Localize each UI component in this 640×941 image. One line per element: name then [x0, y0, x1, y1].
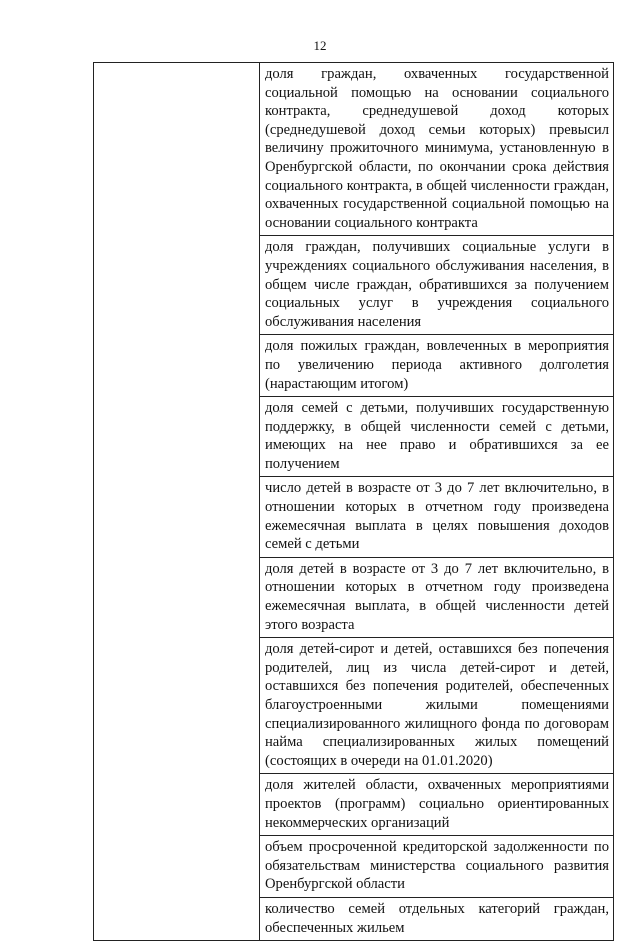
table-row [94, 63, 614, 236]
indicator-cell: количество семей отдельных категорий граждан, обеспеченных жильем [260, 897, 614, 940]
indicator-table [93, 62, 614, 941]
indicator-cell: доля граждан, получивших социальные услуги в учреждениях социального обслуживания населения, в общем числе граждан, обратившихся за получением социальных услуг в учреждения социального обслуживания населения [260, 236, 614, 335]
indicator-cell: доля жителей области, охваченных мероприятиями проектов (программ) социально ориентированных некоммерческих организаций [260, 774, 614, 836]
empty-left-cell [94, 63, 260, 941]
indicator-cell: доля граждан, охваченных государственной социальной помощью на основании социального контракта, среднедушевой доход которых (среднедушевой доход семьи которых) превысил величину прожиточного минимума, установленную в Оренбургской области, по окончании срока действия социального контракта, в общей численности граждан, охваченных государственной социальной помощью на основании социального контракта [260, 63, 614, 236]
indicator-cell: доля пожилых граждан, вовлеченных в мероприятия по увеличению периода активного долголетия (нарастающим итогом) [260, 335, 614, 397]
indicator-cell: доля семей с детьми, получивших государственную поддержку, в общей численности семей с детьми, имеющих на нее право и обратившихся за ее получением [260, 397, 614, 477]
indicator-cell: число детей в возрасте от 3 до 7 лет включительно, в отношении которых в отчетном году произведена ежемесячная выплата в целях повышения доходов семей с детьми [260, 477, 614, 557]
indicator-cell: доля детей в возрасте от 3 до 7 лет включительно, в отношении которых в отчетном году произведена ежемесячная выплата, в общей численности детей этого возраста [260, 557, 614, 637]
indicator-cell: доля детей-сирот и детей, оставшихся без попечения родителей, лиц из числа детей-сирот и детей, оставшихся без попечения родителей, обеспеченных благоустроенными жилыми помещениями специализированного жилищного фонда по договорам найма специализированных жилых помещений (состоящих в очереди на 01.01.2020) [260, 638, 614, 774]
indicator-cell: объем просроченной кредиторской задолженности по обязательствам министерства социального развития Оренбургской области [260, 836, 614, 898]
page-number: 12 [313, 38, 327, 53]
